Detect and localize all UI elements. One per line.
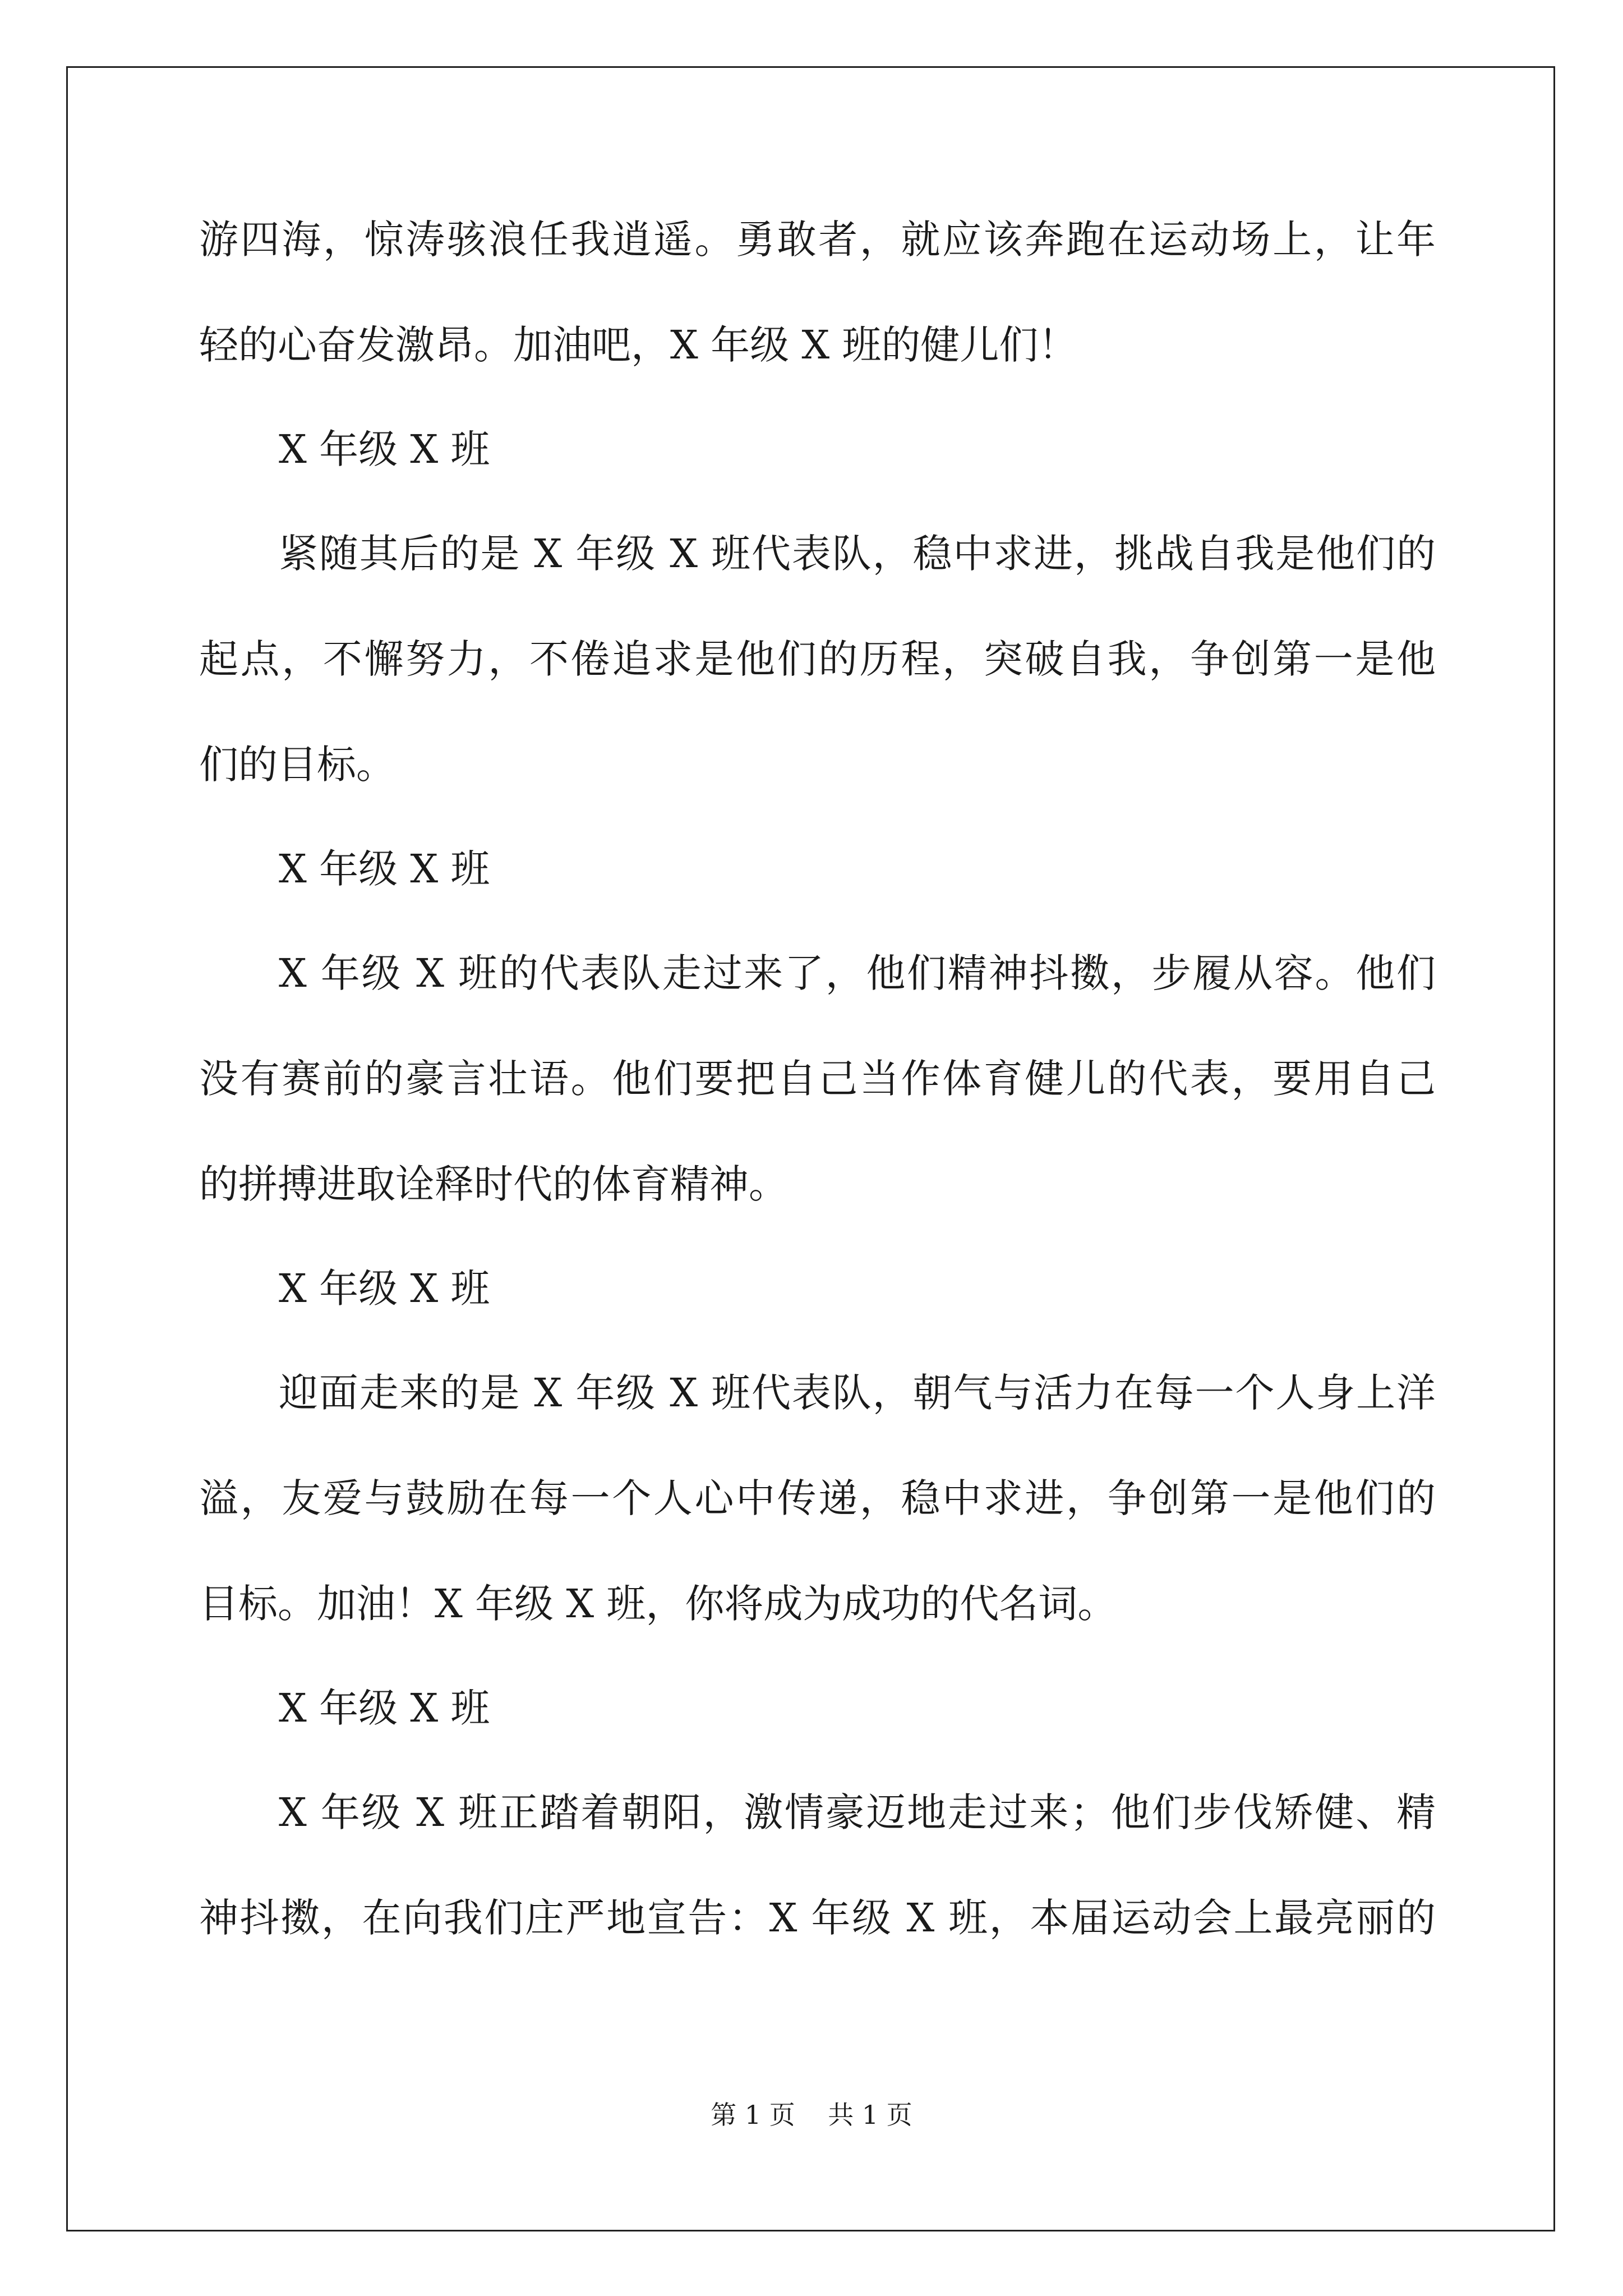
paragraph-line: 溢，友爱与鼓励在每一个人心中传递，稳中求进，争创第一是他们的	[199, 1475, 1436, 1521]
class-heading: X 年级 X 班	[279, 1685, 490, 1731]
paragraph-line: 迎面走来的是 X 年级 X 班代表队，朝气与活力在每一个人身上洋	[279, 1370, 1436, 1416]
document-body	[199, 213, 1436, 1996]
paragraph	[199, 1366, 1436, 1630]
class-heading: X 年级 X 班	[279, 1266, 490, 1312]
paragraph-line: 紧随其后的是 X 年级 X 班代表队，稳中求进，挑战自我是他们的	[279, 531, 1436, 577]
paragraph	[199, 947, 1436, 1211]
class-heading: X 年级 X 班	[279, 846, 490, 892]
paragraph-line: 目标。加油！X 年级 X 班，你将成为成功的代名词。	[199, 1581, 1117, 1627]
page-number-footer: 第 1 页 共 1 页	[711, 2100, 912, 2130]
paragraph	[199, 213, 1436, 371]
paragraph	[199, 1786, 1436, 1944]
paragraph-line: 们的目标。	[199, 742, 395, 788]
paragraph-line: 轻的心奋发激昂。加油吧，X 年级 X 班的健儿们！	[199, 322, 1078, 368]
paragraph-line: X 年级 X 班的代表队走过来了，他们精神抖擞，步履从容。他们	[279, 950, 1436, 996]
paragraph-line: 的拼搏进取诠释时代的体育精神。	[199, 1161, 788, 1207]
paragraph-line: 神抖擞，在向我们庄严地宣告：X 年级 X 班，本届运动会上最亮丽的	[199, 1895, 1436, 1941]
paragraph-line: X 年级 X 班正踏着朝阳，激情豪迈地走过来；他们步伐矫健、精	[279, 1789, 1436, 1835]
paragraph-line: 游四海，惊涛骇浪任我逍遥。勇敢者，就应该奔跑在运动场上，让年	[199, 217, 1436, 263]
paragraph	[199, 527, 1436, 791]
paragraph-line: 起点，不懈努力，不倦追求是他们的历程，突破自我，争创第一是他	[199, 636, 1436, 682]
paragraph-line: 没有赛前的豪言壮语。他们要把自己当作体育健儿的代表，要用自己	[199, 1056, 1436, 1102]
class-heading: X 年级 X 班	[279, 426, 490, 472]
